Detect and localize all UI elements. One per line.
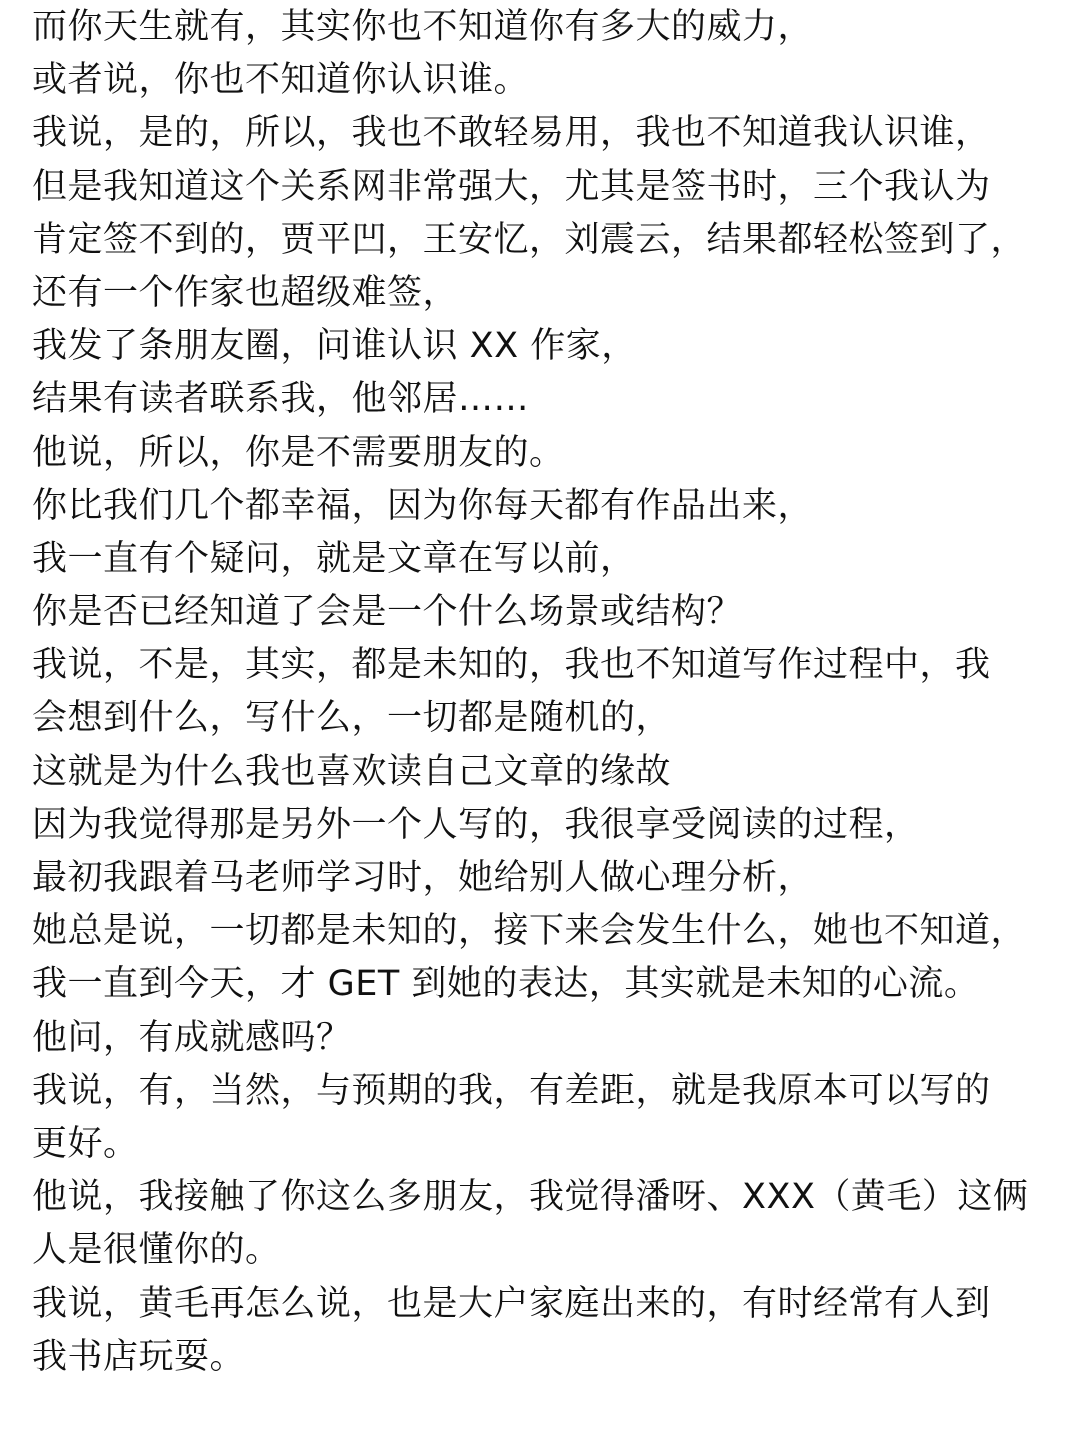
text-line: 她总是说，一切都是未知的，接下来会发生什么，她也不知道， — [32, 911, 1027, 952]
text-line: 更好。 — [32, 1123, 139, 1164]
text-line: 结果有读者联系我，他邻居…… — [32, 379, 530, 420]
text-line: 我说，黄毛再怎么说，也是大户家庭出来的，有时经常有人到 — [32, 1283, 991, 1324]
text-line: 而你天生就有，其实你也不知道你有多大的威力， — [32, 7, 814, 47]
text-line: 还有一个作家也超级难签， — [32, 272, 459, 313]
text-line: 他说，我接触了你这么多朋友，我觉得潘呀、XXX（黄毛）这俩 — [32, 1177, 1029, 1218]
text-line: 我一直有个疑问，就是文章在写以前， — [32, 538, 636, 579]
text-line: 或者说，你也不知道你认识谁。 — [32, 60, 530, 101]
text-line: 我一直到今天，才 GET 到她的表达，其实就是未知的心流。 — [32, 964, 980, 1005]
text-line: 我说，有，当然，与预期的我，有差距，就是我原本可以写的 — [32, 1070, 991, 1111]
text-line: 因为我觉得那是另外一个人写的，我很享受阅读的过程， — [32, 804, 920, 845]
text-line: 你比我们几个都幸福，因为你每天都有作品出来， — [32, 485, 814, 526]
text-line: 你是否已经知道了会是一个什么场景或结构？ — [32, 592, 743, 633]
text-line: 但是我知道这个关系网非常强大，尤其是签书时，三个我认为 — [32, 166, 991, 207]
text-line: 我发了条朋友圈，问谁认识 XX 作家， — [32, 326, 637, 367]
document-body — [32, 1, 1062, 1384]
text-line: 人是很懂你的。 — [32, 1230, 281, 1271]
text-line: 他说，所以，你是不需要朋友的。 — [32, 432, 565, 473]
text-line: 我说，是的，所以，我也不敢轻易用，我也不知道我认识谁， — [32, 113, 991, 154]
text-line: 会想到什么，写什么，一切都是随机的， — [32, 698, 672, 739]
text-line: 我说，不是，其实，都是未知的，我也不知道写作过程中，我 — [32, 645, 991, 686]
text-line: 这就是为什么我也喜欢读自己文章的缘故 — [32, 751, 672, 792]
text-line: 最初我跟着马老师学习时，她给别人做心理分析， — [32, 858, 814, 898]
text-line: 他问，有成就感吗？ — [32, 1017, 352, 1058]
text-line: 我书店玩耍。 — [32, 1336, 246, 1377]
text-line: 肯定签不到的，贾平凹，王安忆，刘震云，结果都轻松签到了， — [32, 219, 1027, 260]
